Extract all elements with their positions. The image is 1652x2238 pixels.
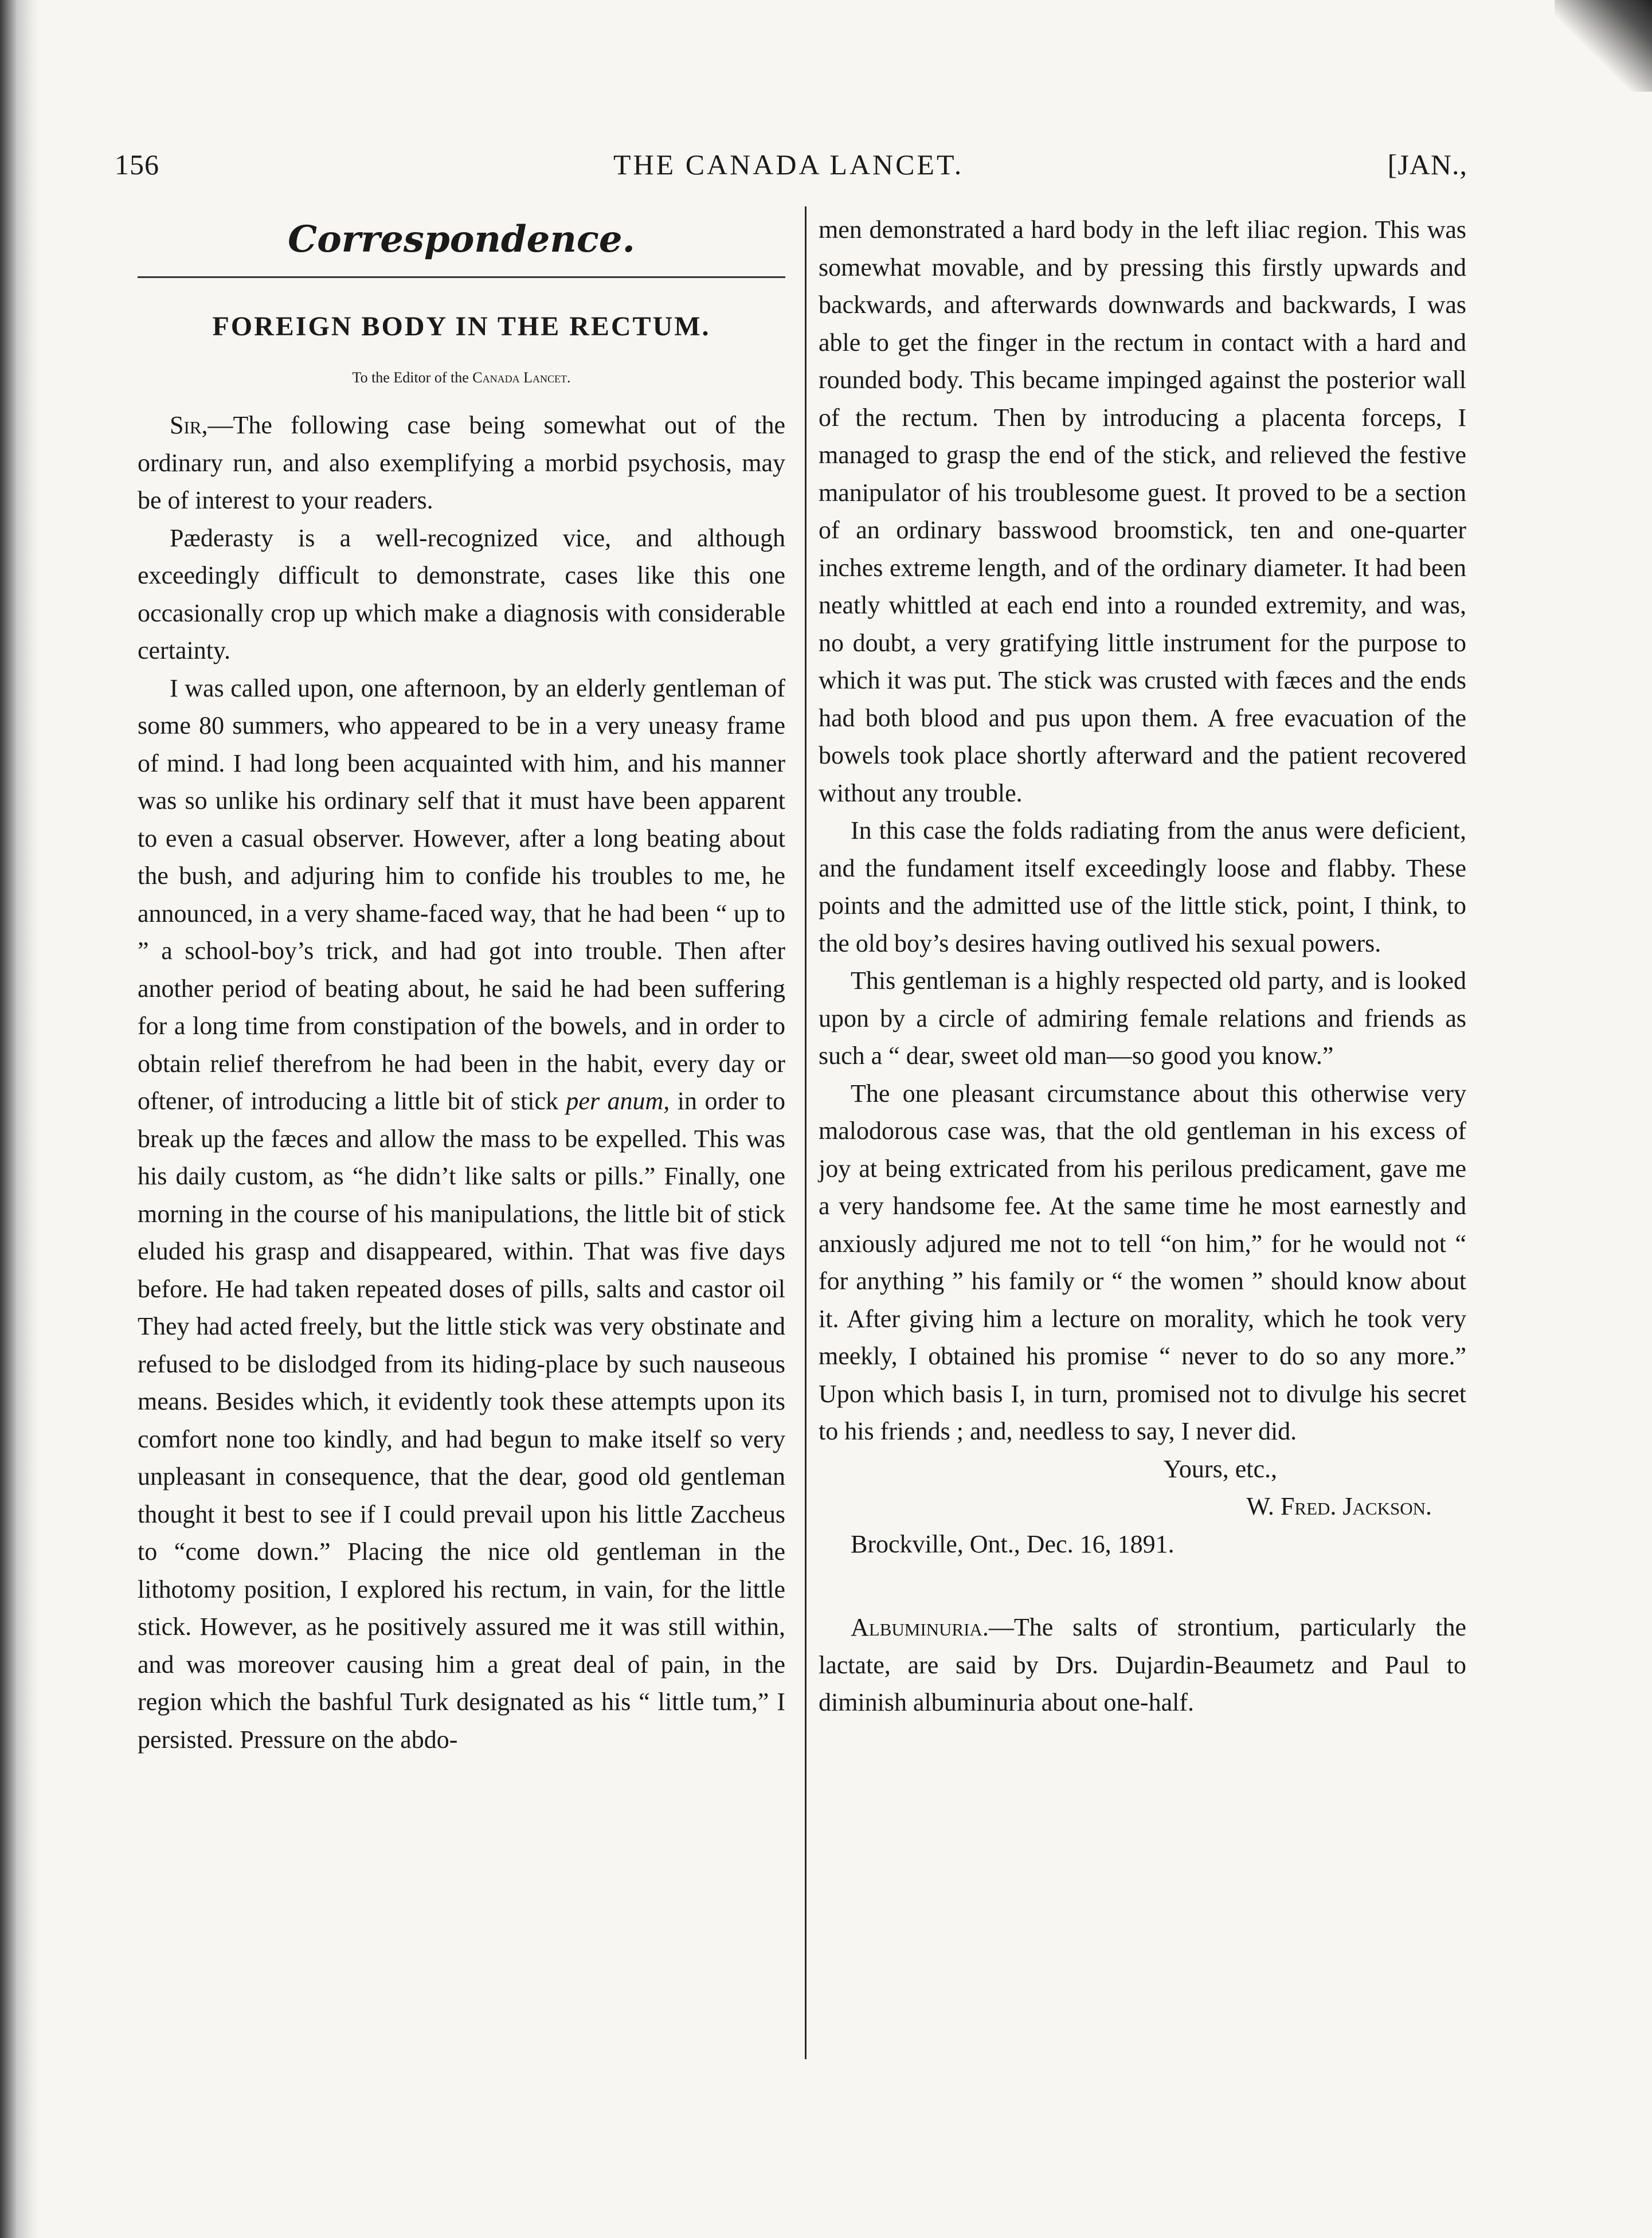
left-column: [138, 211, 785, 1758]
salutation: Sir,: [170, 411, 208, 439]
note-paragraph: [819, 1609, 1466, 1721]
note-body: —The salts of strontium, particularly the lactate, are said by Drs. Dujardin-Beaumetz and Paul to diminish albuminuria about one-half.: [819, 1613, 1466, 1716]
to-editor-prefix: To the Editor of the: [352, 369, 473, 386]
paragraph: The one pleasant circumstance about this otherwise very malodorous case was, that the old gentleman in his excess of joy at being extricated from his perilous predicament, gave me a very handsome fee. At the same time he most earnestly and anxiously adjured me not to tell “on him,” for he would not “ for anything ” his family or “ the women ” should know about it. After giving him a lecture on morality, which he took very meekly, I obtained his promise “ never to do so any more.” Upon which basis I, in turn, promised not to divulge his secret to his friends ; and, needless to say, I never did.: [819, 1079, 1466, 1445]
note-title: Albuminuria.: [851, 1613, 989, 1641]
running-header: [115, 148, 1467, 194]
dateline: Brockville, Ont., Dec. 16, 1891.: [851, 1529, 1175, 1558]
closing: Yours, etc.,: [1163, 1454, 1277, 1483]
journal-title: THE CANADA LANCET.: [613, 148, 964, 181]
paragraph: Pæderasty is a well-recognized vice, and although exceedingly difficult to demonstrate, cases like this one occasionally crop up which make a diagnosis with considerable certainty.: [138, 523, 785, 664]
latin-phrase: per anum,: [566, 1087, 670, 1115]
paragraph-text: in order to break up the fæces and allow the mass to be expelled. This was his daily custom, as “he didn’t like salts or pills.” Finally, one morning in the course of his manipulations, the little bit of stick eluded his grasp and disappeared, within. That was five days before. He had taken repeated doses of pills, salts and castor oil They had acted freely, but the little stick was very obstinate and refused to be dislodged from its hiding-place by such nauseous means. Besides which, it evidently took these attempts upon its comfort none too kindly, and had begun to make itself so very unpleasant in consequence, that the dear, good old gentleman thought it best to see if I could prevail upon his little Zaccheus to “come down.” Placing the nice old gentleman in the lithotomy position, I explored his rectum, in vain, for the little stick. However, as he positively assured me it was still within, and was moreover causing him a great deal of pain, in the region which the bashful Turk designated as his “ little tum,” I persisted. Pressure on the abdo-: [138, 1087, 785, 1754]
paragraph-text: I was called upon, one afternoon, by an elderly gentleman of some 80 summers, who appeared to be in a very uneasy frame of mind. I had long been acquainted with him, and his manner was so unlike his ordinary self that it must have been apparent to even a casual observer. However, after a long beating about the bush, and adjuring him to confide his troubles to me, he announced, in a very shame-faced way, that he had been “ up to ” a school-boy’s trick, and had got into trouble. Then after another period of beating about, he said he had been suffering for a long time from constipation of the bowels, and in order to obtain relief therefrom he had been in the habit, every day or oftener, of introducing a little bit of stick: [138, 674, 785, 1115]
scan-binding-shadow: [0, 0, 40, 2238]
paragraph: In this case the folds radiating from the anus were deficient, and the fundament itself exceedingly loose and flabby. These points and the admitted use of the little stick, point, I think, to the old boy’s desires having outlived his sexual powers.: [819, 816, 1466, 957]
issue-date: [JAN.,: [1387, 148, 1467, 181]
to-editor-journal: Canada Lancet.: [472, 369, 571, 386]
paragraph-continued: men demonstrated a hard body in the left iliac region. This was somewhat movable, and by pressing this firstly upwards and backwards, and afterwards downwards and backwards, I was able to get the finger in the rectum in contact with a hard and rounded body. This became impinged against the posterior wall of the rectum. Then by introducing a placenta forceps, I managed to grasp the end of the stick, and relieved the festive manipulator of his troublesome guest. It proved to be a section of an ordinary basswood broomstick, ten and one-quarter inches extreme length, and of the ordinary diameter. It had been neatly whittled at each end into a rounded extremity, and was, no doubt, a very gratifying little instrument for the purpose to which it was put. The stick was crusted with fæces and the ends had both blood and pus upon them. A free evacuation of the bowels took place shortly afterward and the patient recovered without any trouble.: [819, 216, 1466, 807]
article-title: FOREIGN BODY IN THE RECTUM.: [212, 311, 711, 342]
paragraph: This gentleman is a highly respected old party, and is looked upon by a circle of admiring female relations and friends as such a “ dear, sweet old man—so good you know.”: [819, 967, 1466, 1070]
scan-corner-shadow: [1555, 0, 1652, 92]
right-column: [819, 211, 1466, 1721]
to-editor-line: [138, 366, 785, 389]
paragraph: [138, 670, 785, 1759]
paragraph-text: —The following case being somewhat out of the ordinary run, and also exemplifying a morbid psychosis, may be of interest to your readers.: [138, 411, 785, 514]
paragraph: [138, 406, 785, 519]
section-heading: Correspondence.: [288, 218, 635, 261]
page-number: 156: [115, 148, 159, 181]
column-divider: [805, 206, 807, 2059]
heading-rule: [138, 276, 785, 278]
signature: W. Fred. Jackson.: [1246, 1492, 1432, 1520]
